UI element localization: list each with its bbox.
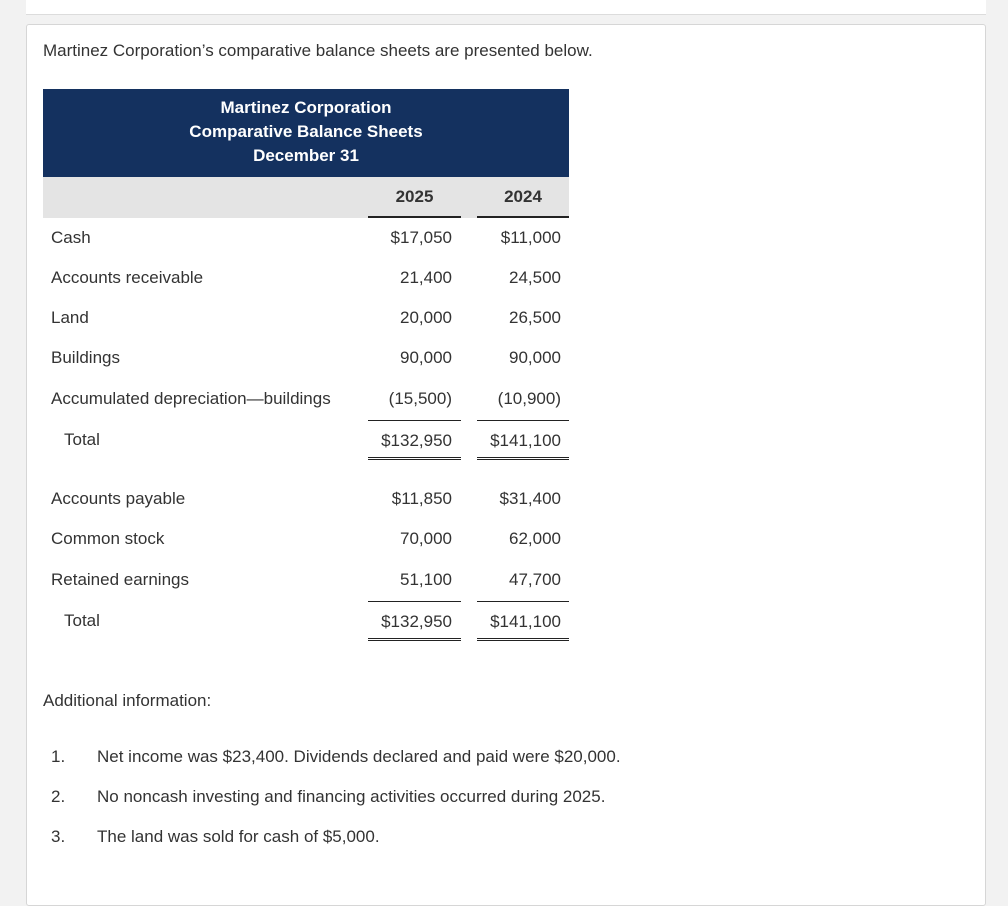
row-label: Accounts receivable (51, 268, 204, 287)
value-2024: $31,400 (499, 489, 561, 508)
statement-title: Comparative Balance Sheets (189, 122, 423, 141)
value-2024: 90,000 (509, 348, 561, 367)
row-label: Common stock (51, 529, 165, 548)
total-2025: $132,950 (368, 420, 461, 460)
balance-sheet-table (43, 89, 569, 631)
row-label: Total (64, 430, 100, 449)
table-row (43, 298, 569, 338)
table-row (43, 560, 569, 600)
additional-info-heading: Additional information: (43, 691, 212, 710)
table-row (43, 519, 569, 559)
value-2025: 51,100 (400, 570, 452, 589)
total-2024: $141,100 (477, 420, 569, 460)
row-label: Total (64, 611, 100, 630)
assets-total-row (43, 420, 569, 460)
value-2025: 90,000 (400, 348, 452, 367)
row-label: Land (51, 308, 89, 327)
list-number: 1. (51, 747, 66, 766)
balance-sheet-header (43, 89, 569, 177)
list-text: Net income was $23,400. Dividends declared and paid were $20,000. (97, 747, 621, 766)
table-row (43, 218, 569, 258)
liabilities-total-row (43, 601, 569, 641)
value-2024: 47,700 (509, 570, 561, 589)
row-label: Buildings (51, 348, 120, 367)
row-label: Retained earnings (51, 570, 189, 589)
list-number: 3. (51, 827, 66, 846)
table-row (43, 479, 569, 519)
row-label: Cash (51, 228, 91, 247)
list-text: No noncash investing and financing activities occurred during 2025. (97, 787, 606, 806)
row-label: Accounts payable (51, 489, 186, 508)
value-2025: (15,500) (388, 389, 452, 408)
total-2024: $141,100 (477, 601, 569, 641)
value-2025: $11,850 (391, 489, 452, 508)
value-2024: 26,500 (509, 308, 561, 327)
value-2024: 62,000 (509, 529, 561, 548)
table-row (43, 338, 569, 378)
intro-text: Martinez Corporation’s comparative balance sheets are presented below. (43, 41, 593, 60)
value-2025: 20,000 (400, 308, 452, 327)
row-label: Accumulated depreciation—buildings (51, 389, 331, 408)
value-2025: 70,000 (400, 529, 452, 548)
statement-date: December 31 (253, 146, 359, 165)
value-2025: $17,050 (390, 228, 452, 247)
column-header-2025: 2025 (368, 177, 461, 218)
total-2025: $132,950 (368, 601, 461, 641)
value-2024: (10,900) (497, 389, 561, 408)
value-2024: $11,000 (500, 228, 561, 247)
top-bar (26, 0, 986, 15)
company-name: Martinez Corporation (220, 98, 392, 117)
table-row (43, 258, 569, 298)
list-number: 2. (51, 787, 66, 806)
table-row (43, 379, 569, 419)
value-2024: 24,500 (509, 268, 561, 287)
value-2025: 21,400 (400, 268, 452, 287)
column-header-row (43, 177, 569, 218)
column-header-2024: 2024 (477, 177, 569, 218)
list-text: The land was sold for cash of $5,000. (97, 827, 380, 846)
